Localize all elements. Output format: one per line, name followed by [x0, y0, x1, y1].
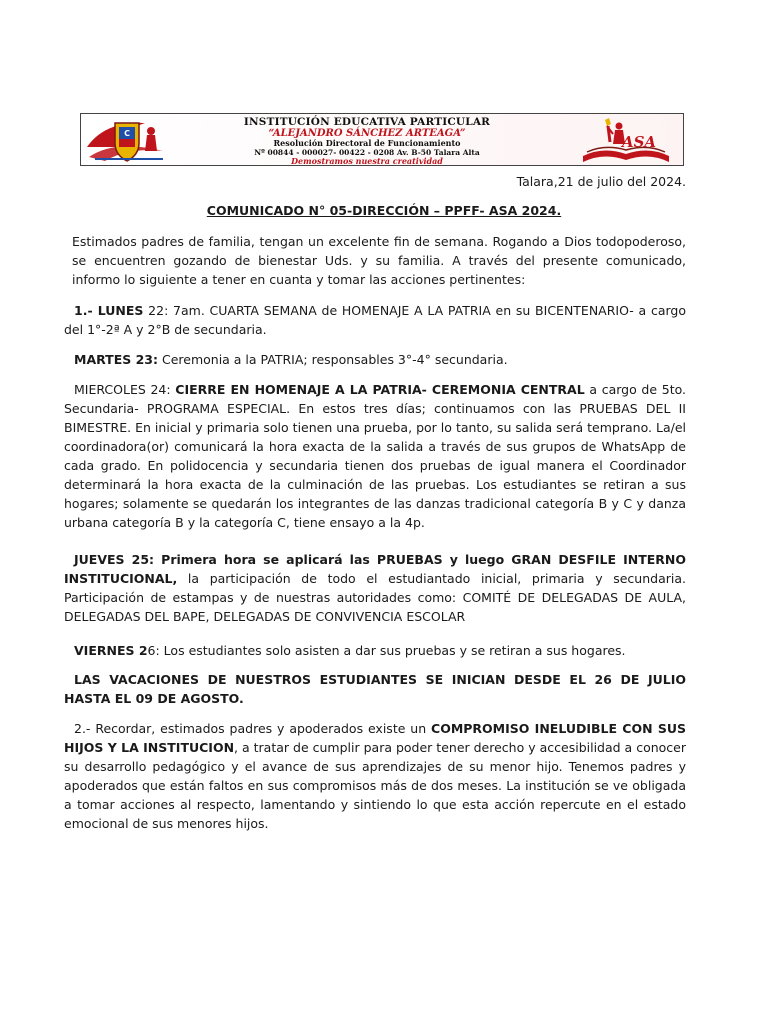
monday-text: 22: 7am. CUARTA SEMANA de HOMENAJE A LA PATRIA en su BICENTENARIO- a cargo del 1°-2ª A y 2°B de secundaria. — [64, 303, 686, 337]
wednesday-date: 24: — [145, 382, 176, 397]
thursday-text: la participación de todo el estudiantado inicial, primaria y secundaria. Participación de estampas y de nuestras autoridades como: COMITÉ DE DELEGADAS DE AULA, DELEGADAS DEL BAPE, DELEGADAS DE CONVIVENCIA ESCOLAR — [64, 571, 686, 624]
monday-label: 1.- LUNES — [74, 303, 144, 318]
thursday-paragraph — [64, 550, 686, 626]
school-motto: Demostramos nuestra creatividad — [291, 156, 443, 166]
vacation-notice: LAS VACACIONES DE NUESTROS ESTUDIANTES SE INICIAN DESDE EL 26 DE JULIO HASTA EL 09 DE AGOSTO. — [64, 672, 686, 706]
commitment-paragraph — [64, 719, 686, 833]
wednesday-text: a cargo de 5to. Secundaria- PROGRAMA ESPECIAL. En estos tres días; continuamos con las PRUEBAS DEL II BIMESTRE. En inicial y primaria solo tienen una prueba, por lo tanto, su salida será temprano. La/el coordinadora(or) comunicará la hora exacta de la salida a través de sus grupos de WhatsApp de cada grado. En polidocencia y secundaria tienen dos pruebas de igual manera el Coordinador determinará la hora exacta de la culminación de las pruebas. Los estudiantes se retiran a sus hogares; solamente se quedarán los integrantes de las danzas tradicional categoría B y C y danza urbana categoría B y la categoría C, tiene ensayo a la 4p. — [64, 382, 687, 530]
commitment-text: , a tratar de cumplir para poder tener derecho y accesibilidad a conocer su desarrollo pedagógico y el avance de sus aprendizajes de su menor hijo. Tenemos padres y apoderados que están faltos en sus compromisos más de dos meses. La institución se ve obligada a tomar acciones al respecto, lamentando y sintiendo lo que esta acción repercute en el estado emocional de sus menores hijos. — [64, 740, 686, 831]
registration-address: Nº 00844 - 000027- 00422 - 0208 Av. B-50 Talara Alta — [254, 148, 480, 157]
intro-paragraph: Estimados padres de familia, tengan un excelente fin de semana. Rogando a Dios todopoderoso, se encuentren gozando de bienestar Uds. y su familia. A través del presente comunicado, informo lo siguiente a tener en cuanta y tomar las acciones pertinentes: — [72, 234, 686, 287]
wednesday-paragraph — [64, 380, 686, 532]
institution-type: INSTITUCIÓN EDUCATIVA PARTICULAR — [243, 116, 491, 128]
friday-text: 6: Los estudiantes solo asisten a dar sus pruebas y se retiran a sus hogares. — [147, 643, 626, 658]
commitment-lead: 2.- Recordar, estimados padres y apoderados existe un — [74, 721, 432, 736]
monday-paragraph — [64, 301, 686, 339]
thursday-highlight: JUEVES 25: Primera hora se aplicará las PRUEBAS y luego GRAN DESFILE INTERNO INSTITUCIONAL, — [64, 552, 686, 586]
friday-paragraph — [64, 641, 686, 660]
wednesday-label: MIERCOLES — [74, 382, 146, 397]
asa-logo-text: ASA — [621, 133, 657, 151]
resolution-text: Resolución Directoral de Funcionamiento — [273, 138, 461, 148]
letterhead-banner — [80, 113, 684, 166]
school-name: “ALEJANDRO SÁNCHEZ ARTEAGA” — [268, 128, 466, 139]
letterhead-text — [177, 116, 557, 166]
title-period: . — [556, 203, 562, 218]
title-text: COMUNICADO N° 05-DIRECCIÓN – PPFF- ASA 2024 — [206, 203, 557, 218]
asa-logo — [577, 116, 675, 164]
tuesday-paragraph — [64, 350, 686, 369]
commitment-highlight: COMPROMISO INELUDIBLE CON SUS HIJOS Y LA INSTITUCION — [64, 721, 686, 755]
tuesday-text: Ceremonia a la PATRIA; responsables 3°-4° secundaria. — [158, 352, 508, 367]
svg-text:C: C — [124, 129, 130, 138]
tuesday-label: MARTES 23: — [74, 352, 158, 367]
document-title — [0, 201, 768, 220]
document-date: Talara,21 de julio del 2024. — [516, 174, 686, 189]
school-crest-logo — [85, 117, 169, 163]
wednesday-highlight: CIERRE EN HOMENAJE A LA PATRIA- CEREMONIA CENTRAL — [175, 382, 585, 397]
friday-label: VIERNES 2 — [74, 643, 148, 658]
